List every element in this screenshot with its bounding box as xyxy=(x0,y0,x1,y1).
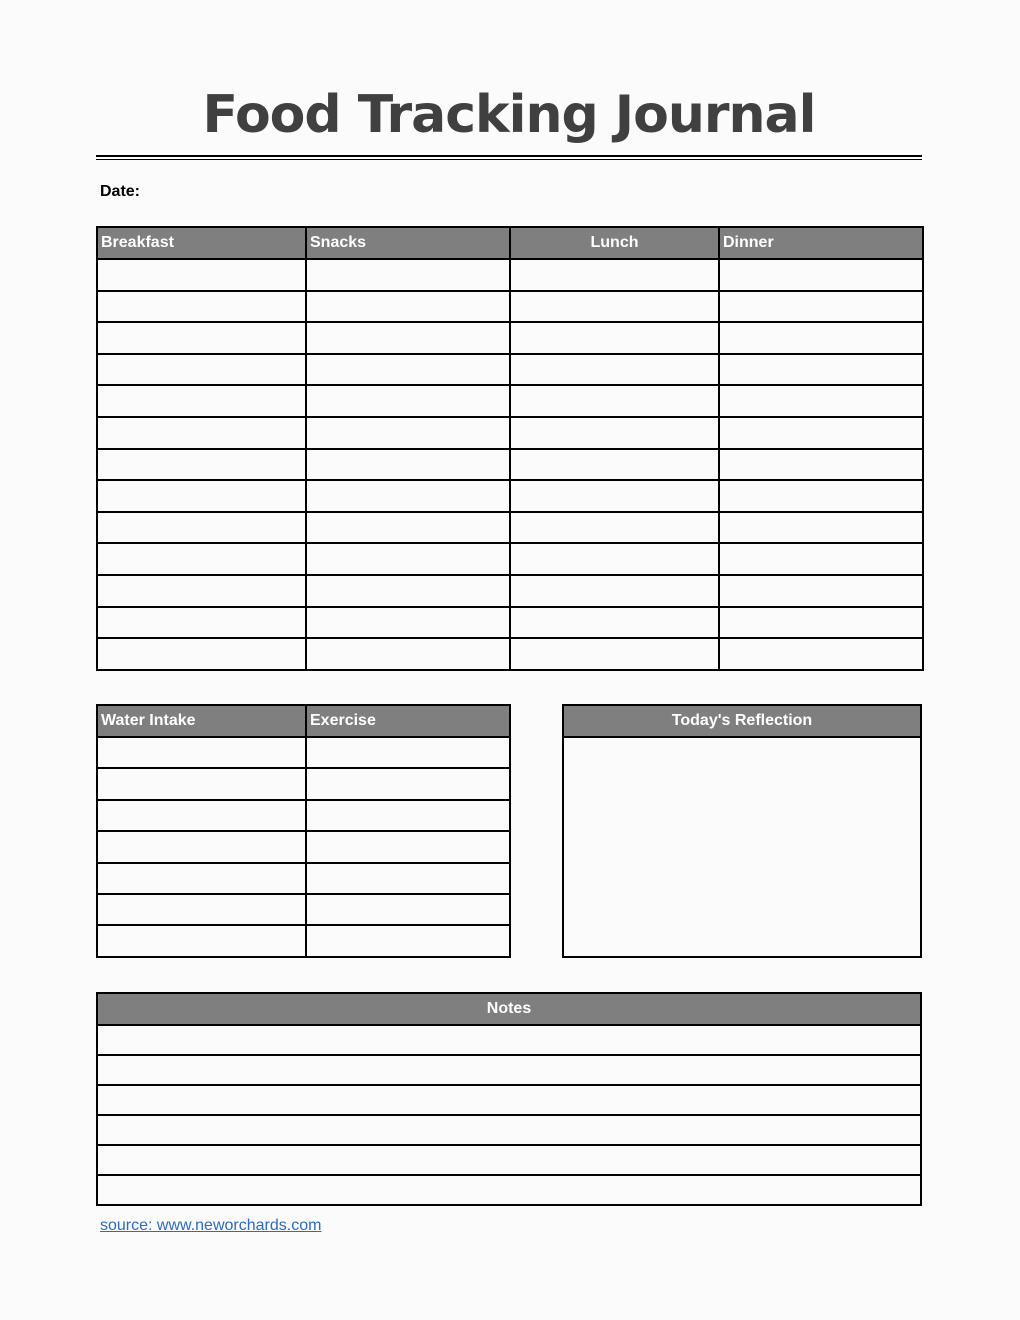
water-intake-cell[interactable] xyxy=(97,831,306,862)
water-intake-cell[interactable] xyxy=(97,894,306,925)
snacks-cell[interactable] xyxy=(306,638,510,670)
snacks-cell[interactable] xyxy=(306,291,510,323)
water-intake-cell[interactable] xyxy=(97,863,306,894)
title-divider-thick xyxy=(96,155,922,157)
breakfast-cell[interactable] xyxy=(97,512,306,544)
reflection-header-row xyxy=(563,705,921,737)
dinner-cell[interactable] xyxy=(719,480,923,512)
dinner-cell[interactable] xyxy=(719,385,923,417)
notes-row xyxy=(97,1175,921,1205)
dinner-cell[interactable] xyxy=(719,543,923,575)
notes-line-cell[interactable] xyxy=(97,1025,921,1055)
notes-table xyxy=(96,992,922,1206)
dinner-cell[interactable] xyxy=(719,322,923,354)
exercise-cell[interactable] xyxy=(306,737,510,768)
dinner-cell[interactable] xyxy=(719,449,923,481)
notes-row xyxy=(97,1115,921,1145)
lunch-cell[interactable] xyxy=(510,385,719,417)
source-link[interactable]: source: www.neworchards.com xyxy=(100,1217,322,1234)
page-title: Food Tracking Journal xyxy=(202,85,816,145)
meal-row xyxy=(97,417,923,449)
exercise-cell[interactable] xyxy=(306,894,510,925)
breakfast-cell[interactable] xyxy=(97,480,306,512)
lunch-cell[interactable] xyxy=(510,449,719,481)
notes-row xyxy=(97,1055,921,1085)
date-label: Date: xyxy=(100,183,141,200)
notes-row xyxy=(97,1085,921,1115)
notes-row xyxy=(97,1145,921,1175)
breakfast-cell[interactable] xyxy=(97,291,306,323)
dinner-cell[interactable] xyxy=(719,417,923,449)
notes-line-cell[interactable] xyxy=(97,1085,921,1115)
breakfast-cell[interactable] xyxy=(97,607,306,639)
water-exercise-row xyxy=(97,863,510,894)
dinner-cell[interactable] xyxy=(719,259,923,291)
meal-row xyxy=(97,638,923,670)
dinner-cell[interactable] xyxy=(719,291,923,323)
snacks-cell[interactable] xyxy=(306,607,510,639)
notes-row xyxy=(97,1025,921,1055)
exercise-cell[interactable] xyxy=(306,863,510,894)
water-exercise-row xyxy=(97,831,510,862)
reflection-text-area[interactable] xyxy=(563,737,921,957)
meal-row xyxy=(97,543,923,575)
exercise-cell[interactable] xyxy=(306,831,510,862)
breakfast-cell[interactable] xyxy=(97,322,306,354)
water-exercise-row xyxy=(97,894,510,925)
water-intake-cell[interactable] xyxy=(97,768,306,799)
water-exercise-row xyxy=(97,800,510,831)
breakfast-header: Breakfast xyxy=(97,227,306,259)
lunch-cell[interactable] xyxy=(510,480,719,512)
lunch-cell[interactable] xyxy=(510,322,719,354)
lunch-cell[interactable] xyxy=(510,607,719,639)
dinner-cell[interactable] xyxy=(719,354,923,386)
snacks-cell[interactable] xyxy=(306,480,510,512)
notes-line-cell[interactable] xyxy=(97,1175,921,1205)
lunch-cell[interactable] xyxy=(510,512,719,544)
snacks-cell[interactable] xyxy=(306,543,510,575)
breakfast-cell[interactable] xyxy=(97,417,306,449)
breakfast-cell[interactable] xyxy=(97,385,306,417)
snacks-cell[interactable] xyxy=(306,417,510,449)
water-intake-cell[interactable] xyxy=(97,800,306,831)
reflection-row xyxy=(563,737,921,957)
dinner-cell[interactable] xyxy=(719,607,923,639)
reflection-header: Today's Reflection xyxy=(563,705,921,737)
meal-row xyxy=(97,322,923,354)
reflection-table xyxy=(562,704,922,958)
lunch-cell[interactable] xyxy=(510,417,719,449)
lunch-cell[interactable] xyxy=(510,638,719,670)
meal-row xyxy=(97,449,923,481)
water-exercise-row xyxy=(97,737,510,768)
snacks-cell[interactable] xyxy=(306,354,510,386)
breakfast-cell[interactable] xyxy=(97,543,306,575)
meals-header-row xyxy=(97,227,923,259)
lunch-cell[interactable] xyxy=(510,575,719,607)
exercise-cell[interactable] xyxy=(306,800,510,831)
water-exercise-row xyxy=(97,925,510,956)
breakfast-cell[interactable] xyxy=(97,259,306,291)
dinner-cell[interactable] xyxy=(719,575,923,607)
breakfast-cell[interactable] xyxy=(97,575,306,607)
title-divider-thin xyxy=(96,159,922,160)
meal-row xyxy=(97,607,923,639)
snacks-cell[interactable] xyxy=(306,385,510,417)
notes-header-row xyxy=(97,993,921,1025)
meal-row xyxy=(97,259,923,291)
lunch-cell[interactable] xyxy=(510,259,719,291)
meal-row xyxy=(97,385,923,417)
water-intake-header: Water Intake xyxy=(97,705,306,737)
lunch-cell[interactable] xyxy=(510,354,719,386)
snacks-header: Snacks xyxy=(306,227,510,259)
meal-row xyxy=(97,480,923,512)
meals-table xyxy=(96,226,924,671)
snacks-cell[interactable] xyxy=(306,575,510,607)
snacks-cell[interactable] xyxy=(306,322,510,354)
breakfast-cell[interactable] xyxy=(97,638,306,670)
notes-line-cell[interactable] xyxy=(97,1055,921,1085)
dinner-header: Dinner xyxy=(719,227,923,259)
water-exercise-table xyxy=(96,704,511,958)
breakfast-cell[interactable] xyxy=(97,354,306,386)
water-exercise-row xyxy=(97,768,510,799)
water-intake-cell[interactable] xyxy=(97,737,306,768)
meal-row xyxy=(97,354,923,386)
lunch-cell[interactable] xyxy=(510,291,719,323)
meal-row xyxy=(97,291,923,323)
exercise-cell[interactable] xyxy=(306,925,510,956)
meal-row xyxy=(97,575,923,607)
water-intake-cell[interactable] xyxy=(97,925,306,956)
breakfast-cell[interactable] xyxy=(97,449,306,481)
exercise-cell[interactable] xyxy=(306,768,510,799)
snacks-cell[interactable] xyxy=(306,449,510,481)
water-exercise-header-row xyxy=(97,705,510,737)
notes-header: Notes xyxy=(97,993,921,1025)
snacks-cell[interactable] xyxy=(306,512,510,544)
meal-row xyxy=(97,512,923,544)
lunch-cell[interactable] xyxy=(510,543,719,575)
exercise-header: Exercise xyxy=(306,705,510,737)
lunch-header: Lunch xyxy=(510,227,719,259)
notes-line-cell[interactable] xyxy=(97,1145,921,1175)
notes-line-cell[interactable] xyxy=(97,1115,921,1145)
snacks-cell[interactable] xyxy=(306,259,510,291)
dinner-cell[interactable] xyxy=(719,512,923,544)
dinner-cell[interactable] xyxy=(719,638,923,670)
